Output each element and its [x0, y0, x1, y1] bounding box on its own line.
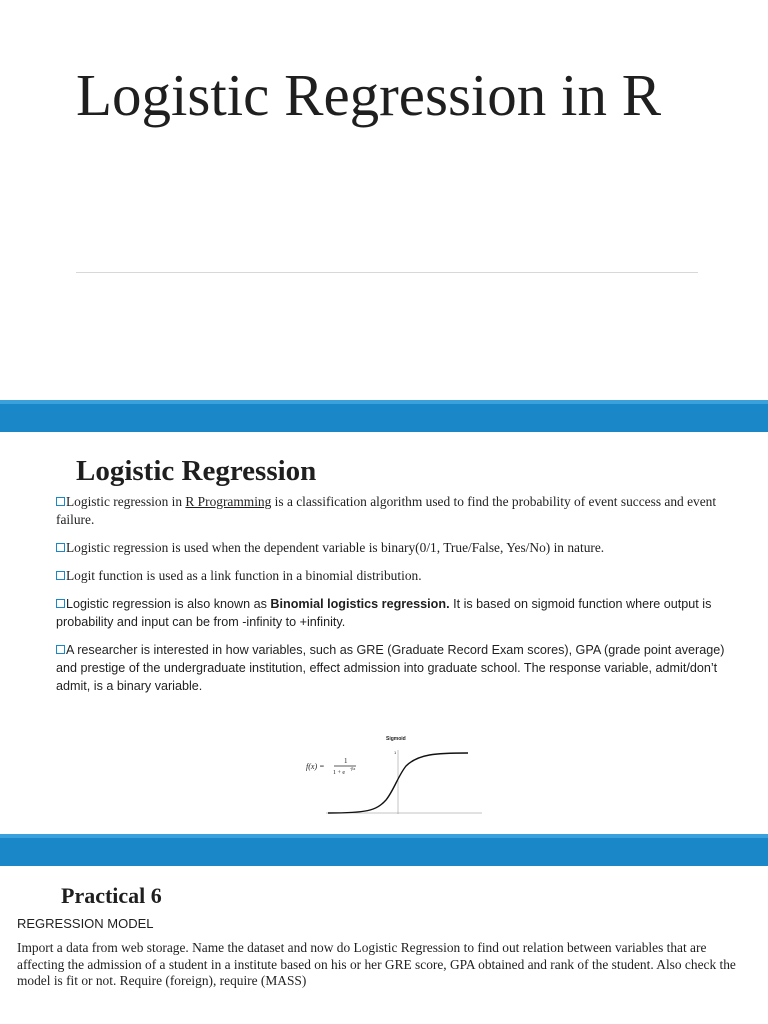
- checkbox-bullet-icon: [56, 599, 65, 608]
- slide-title: Logistic Regression in R: [76, 62, 662, 128]
- slide-separator-band: [0, 834, 768, 866]
- bullet-list: [50, 493, 730, 705]
- slide-separator-band: [0, 400, 768, 432]
- r-programming-link[interactable]: R Programming: [185, 494, 272, 509]
- bullet-item: Logit function is used as a link function in a binomial distribution.: [50, 567, 730, 585]
- sigmoid-title: Sigmoid: [386, 736, 406, 742]
- checkbox-bullet-icon: [56, 645, 65, 654]
- checkbox-bullet-icon: [56, 497, 65, 506]
- title-slide: [0, 0, 768, 400]
- bullet-item: Logistic regression is also known as Binomial logistics regression. It is based on sigmoid function where output is probability and input can be from -infinity to +infinity.: [56, 597, 712, 629]
- band-highlight: [0, 834, 768, 838]
- band-highlight: [0, 400, 768, 404]
- axis-label-one: 1: [394, 750, 397, 755]
- sigmoid-figure: [306, 732, 486, 820]
- formula-exponent: -βx: [350, 766, 356, 771]
- formula-lhs: f(x) =: [306, 762, 325, 771]
- practical-slide: [0, 866, 768, 1024]
- checkbox-bullet-icon: [56, 543, 65, 552]
- bullet-item: Logistic regression in R Programming is a classification algorithm used to find the probability of event success and event failure.: [56, 494, 717, 527]
- title-divider: [76, 272, 698, 273]
- checkbox-bullet-icon: [56, 571, 65, 580]
- practical-heading: Practical 6: [61, 883, 162, 908]
- practical-subheading: REGRESSION MODEL: [17, 916, 154, 931]
- formula-denominator: 1 + e: [333, 770, 346, 776]
- slide-heading: Logistic Regression: [76, 455, 317, 487]
- practical-paragraph: Import a data from web storage. Name the dataset and now do Logistic Regression to find out relation between variables that are affecting the admission of a student in a institute based on his or her GRE score, GPA obtained and rank of the student. Also check the model is fit or not. Require (foreign), require (MASS): [17, 940, 736, 988]
- bullet-item: A researcher is interested in how variables, such as GRE (Graduate Record Exam scores), GPA (grade point average) and prestige of the undergraduate institution, effect admission into graduate school. The response variable, admit/don’t admit, is a binary variable.: [56, 643, 725, 693]
- content-slide: [0, 432, 768, 834]
- bullet-item: Logistic regression is used when the dependent variable is binary(0/1, True/False, Yes/No) in nature.: [50, 539, 730, 557]
- formula-numerator: 1: [344, 757, 348, 765]
